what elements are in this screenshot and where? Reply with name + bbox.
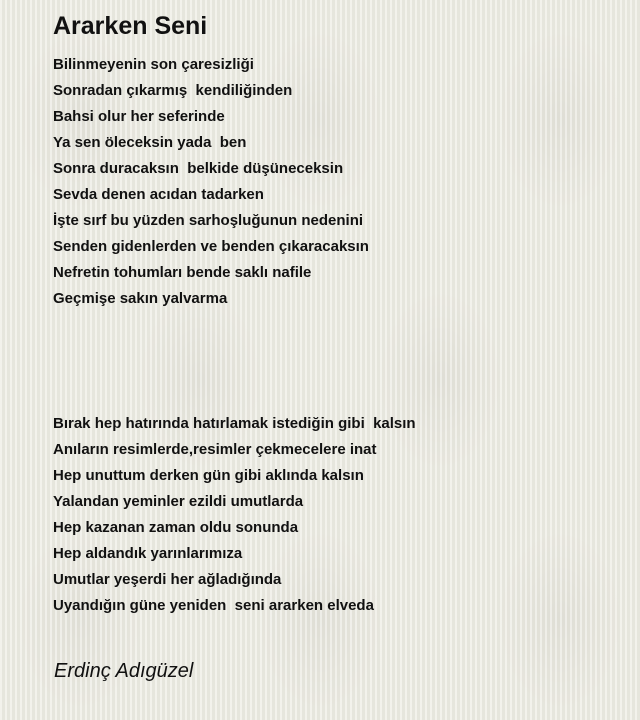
poem-author: Erdinç Adıgüzel	[54, 660, 194, 682]
poem-line: Geçmişe sakın yalvarma	[53, 290, 228, 307]
poem-line: Umutlar yeşerdi her ağladığında	[53, 571, 282, 588]
poem-title: Ararken Seni	[53, 12, 208, 40]
poem-line: Hep unuttum derken gün gibi aklında kalsın	[53, 467, 364, 484]
poem-line: Bahsi olur her seferinde	[53, 108, 225, 125]
poem-line: Bilinmeyenin son çaresizliği	[53, 56, 254, 73]
stanza-2	[53, 411, 416, 619]
poem-line: Sonradan çıkarmış kendiliğinden	[53, 82, 293, 99]
poem-line: Sevda denen acıdan tadarken	[53, 186, 264, 203]
poem-line: Bırak hep hatırında hatırlamak istediğin gibi kalsın	[53, 415, 416, 432]
poem-line: Hep aldandık yarınlarımıza	[53, 545, 243, 562]
stanza-1	[53, 52, 369, 312]
poem-line: Anıların resimlerde,resimler çekmecelere inat	[53, 441, 377, 458]
poem-line: Uyandığın güne yeniden seni ararken elveda	[53, 597, 374, 614]
poem-line: Yalandan yeminler ezildi umutlarda	[53, 493, 304, 510]
poem-line: Sonra duracaksın belkide düşüneceksin	[53, 160, 344, 177]
poem-line: İşte sırf bu yüzden sarhoşluğunun nedenini	[53, 212, 364, 229]
poem-line: Nefretin tohumları bende saklı nafile	[53, 264, 312, 281]
poem-line: Senden gidenlerden ve benden çıkaracaksın	[53, 238, 369, 255]
poem-line: Ya sen öleceksin yada ben	[53, 134, 247, 151]
poem-line: Hep kazanan zaman oldu sonunda	[53, 519, 299, 536]
